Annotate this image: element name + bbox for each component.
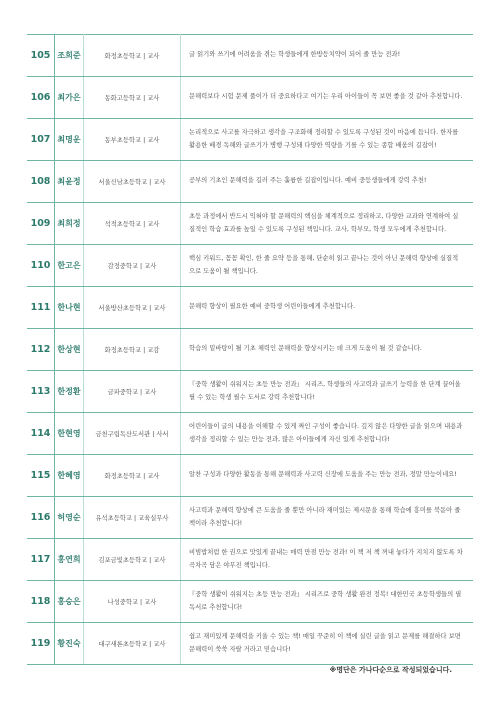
row-number: 106 bbox=[27, 77, 55, 119]
row-number: 114 bbox=[27, 413, 55, 455]
recommendation-comment: 문해력보다 시험 문제 풀이가 더 중요하다고 여기는 우리 아이들이 꼭 보면 좋을 것 같아 추천합니다. bbox=[181, 77, 474, 119]
recommender-name: 한상현 bbox=[55, 329, 84, 371]
table-row bbox=[27, 35, 473, 77]
recommender-affiliation: 나성중학교 | 교사 bbox=[84, 581, 181, 623]
recommender-affiliation: 화정초등학교 | 교사 bbox=[84, 455, 181, 497]
recommender-affiliation: 서울신남초등학교 | 교사 bbox=[84, 161, 181, 203]
table-row bbox=[27, 77, 473, 119]
table-row bbox=[27, 287, 473, 329]
table-row bbox=[27, 413, 473, 455]
recommender-affiliation: 동화고등학교 | 교사 bbox=[84, 77, 181, 119]
recommendation-comment: 핵심 키워드, 꼼꼼 확인, 한 줄 요약 등을 통해, 단순히 읽고 끝나는 것이 아닌 문해력 향상에 실질적으로 도움이 될 책입니다. bbox=[181, 245, 474, 287]
recommendation-comment: 『중학 생활이 쉬워지는 초등 만능 전과』 시리즈, 학생들의 사고력과 글쓰기 능력을 한 단계 끌어올릴 수 있는 학생 필수 도서로 강력 추천합니다! bbox=[181, 371, 474, 413]
row-number: 116 bbox=[27, 497, 55, 539]
table-row bbox=[27, 623, 473, 665]
recommender-name: 허영순 bbox=[55, 497, 84, 539]
table-row bbox=[27, 371, 473, 413]
recommendation-comment: 비빔밥처럼 한 권으로 맛있게 끝내는 매력 만점 만능 전과! 이 책 저 책 꺼내 놓다가 지치지 않도록 차곡차곡 담은 야무진 책입니다. bbox=[181, 539, 474, 581]
row-number: 119 bbox=[27, 623, 55, 665]
recommendation-comment: 공부의 기초인 문해력을 길러 주는 훌륭한 길잡이입니다. 예비 중등생들에게 강력 추천! bbox=[181, 161, 474, 203]
recommender-name: 최가은 bbox=[55, 77, 84, 119]
recommender-affiliation: 화정초등학교 | 교감 bbox=[84, 329, 181, 371]
recommendation-comment: 초등 과정에서 반드시 익혀야 할 문해력의 핵심을 체계적으로 정리하고, 다양한 교과와 연계하여 실질적인 학습 효과를 높일 수 있도록 구성된 책입니다. 교사, 학부모, 학생 모두에게 추천합니다. bbox=[181, 203, 474, 245]
recommender-name: 최명운 bbox=[55, 119, 84, 161]
recommender-name: 조희준 bbox=[55, 35, 84, 77]
recommendation-comment: 문해력 향상이 필요한 예비 중학생 어린이들에게 추천합니다. bbox=[181, 287, 474, 329]
recommender-affiliation: 유석초등학교 | 교육실무사 bbox=[84, 497, 181, 539]
recommender-affiliation: 김포금빛초등학교 | 교사 bbox=[84, 539, 181, 581]
recommender-affiliation: 석적초등학교 | 교사 bbox=[84, 203, 181, 245]
row-number: 105 bbox=[27, 35, 55, 77]
row-number: 117 bbox=[27, 539, 55, 581]
recommender-affiliation: 금파중학교 | 교사 bbox=[84, 371, 181, 413]
row-number: 108 bbox=[27, 161, 55, 203]
recommender-affiliation: 대구새론초등학교 | 교사 bbox=[84, 623, 181, 665]
table-row bbox=[27, 539, 473, 581]
recommendation-comment: 쉽고 재미있게 문해력을 키울 수 있는 책! 매일 꾸준히 이 책에 실린 글을 읽고 문제를 해결하다 보면 문해력이 쑥쑥 자랄 거라고 믿습니다! bbox=[181, 623, 474, 665]
row-number: 111 bbox=[27, 287, 55, 329]
recommender-affiliation: 동부초등학교 | 교사 bbox=[84, 119, 181, 161]
row-number: 110 bbox=[27, 245, 55, 287]
recommender-name: 한혜영 bbox=[55, 455, 84, 497]
table-row bbox=[27, 329, 473, 371]
recommender-affiliation: 금천구립독산도서관 | 사서 bbox=[84, 413, 181, 455]
recommender-name: 최희정 bbox=[55, 203, 84, 245]
recommendation-table bbox=[27, 34, 473, 665]
recommender-name: 한고은 bbox=[55, 245, 84, 287]
row-number: 113 bbox=[27, 371, 55, 413]
recommender-affiliation: 화정초등학교 | 교사 bbox=[84, 35, 181, 77]
recommender-name: 한나현 bbox=[55, 287, 84, 329]
row-number: 112 bbox=[27, 329, 55, 371]
table-row bbox=[27, 581, 473, 623]
recommender-name: 한정환 bbox=[55, 371, 84, 413]
recommendation-comment: 논리적으로 사고를 자극하고 생각을 구조화해 정리할 수 있도록 구성된 것이 마음에 듭니다. 한자를 활용한 배경 독해와 글쓰기가 병행 구성돼 다양한 역량을 기를 수 있는 종합 배움의 길잡이! bbox=[181, 119, 474, 161]
recommender-name: 홍연희 bbox=[55, 539, 84, 581]
row-number: 115 bbox=[27, 455, 55, 497]
table-row bbox=[27, 245, 473, 287]
table-row bbox=[27, 161, 473, 203]
recommender-name: 한현영 bbox=[55, 413, 84, 455]
table-row bbox=[27, 455, 473, 497]
recommendation-table-body bbox=[27, 35, 473, 665]
row-number: 118 bbox=[27, 581, 55, 623]
row-number: 109 bbox=[27, 203, 55, 245]
footer-note: ※명단은 가나다순으로 작성되었습니다. bbox=[329, 666, 452, 674]
recommendation-comment: 『중학 생활이 쉬워지는 초등 만능 전과』 시리즈로 중학 생활 완전 정복! 대한민국 초등학생들의 필독서로 추천합니다! bbox=[181, 581, 474, 623]
table-row bbox=[27, 119, 473, 161]
row-number: 107 bbox=[27, 119, 55, 161]
recommendation-comment: 학습의 밑바탕이 될 기초 체력인 문해력을 향상시키는 데 크게 도움이 될 것 같습니다. bbox=[181, 329, 474, 371]
table-row bbox=[27, 497, 473, 539]
table-row bbox=[27, 203, 473, 245]
recommendation-comment: 사고력과 문해력 향상에 큰 도움을 줄 뿐만 아니라 재미있는 제시문을 통해 학습에 흥미를 북돋아 줄 책이라 추천합니다! bbox=[181, 497, 474, 539]
recommender-name: 홍승은 bbox=[55, 581, 84, 623]
recommender-name: 최윤정 bbox=[55, 161, 84, 203]
recommender-affiliation: 감정중학교 | 교사 bbox=[84, 245, 181, 287]
recommender-affiliation: 서울방산초등학교 | 교사 bbox=[84, 287, 181, 329]
recommender-name: 황진숙 bbox=[55, 623, 84, 665]
recommendation-comment: 글 읽기와 쓰기에 어려움을 겪는 학생들에게 한방등치약이 되어 줄 만능 전과! bbox=[181, 35, 474, 77]
recommendation-comment: 알찬 구성과 다양한 활동을 통해 문해력과 사고력 신장에 도움을 주는 만능 전과, 정말 만능이네요! bbox=[181, 455, 474, 497]
recommendation-comment: 어린이들이 글의 내용을 이해할 수 있게 짜인 구성이 좋습니다. 깊지 않은 다양한 글을 읽으며 내용과 생각을 정리할 수 있는 만능 전과, 많은 아이들에게 자신 있게 추천합니다! bbox=[181, 413, 474, 455]
